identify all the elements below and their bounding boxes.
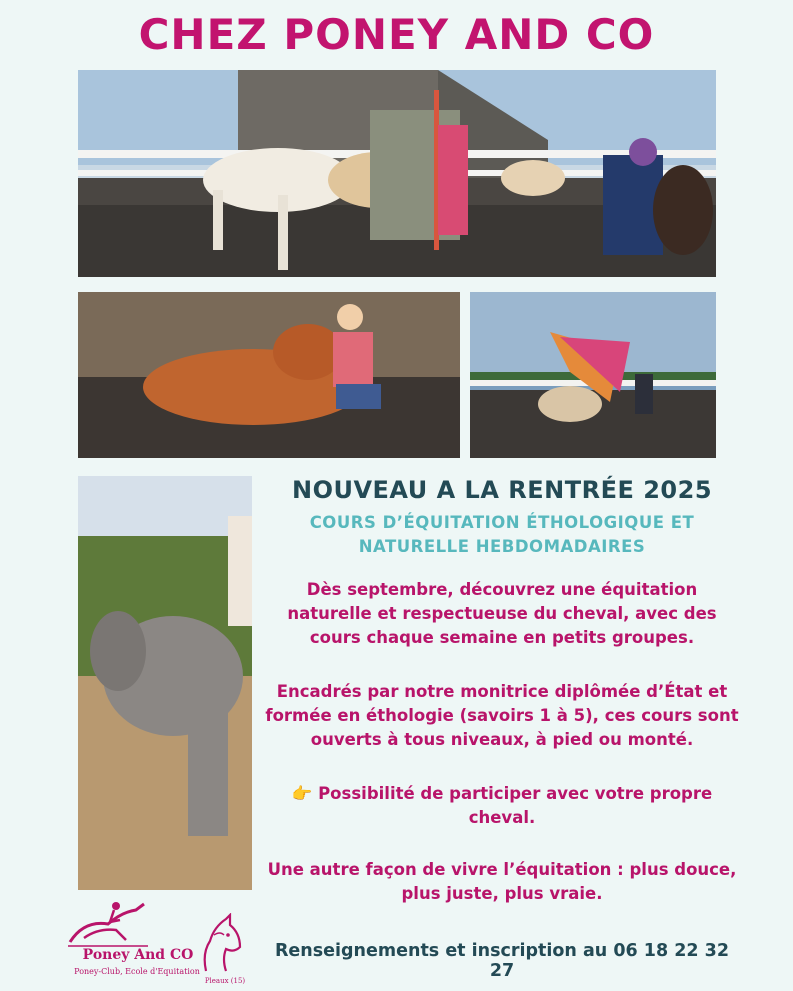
club-logo-tagline: Poney-Club, Ecole d'Equitation	[74, 967, 200, 976]
photo-grey-horse	[78, 476, 252, 890]
poster-title: CHEZ PONEY AND CO	[138, 10, 655, 59]
location-label: Pleaux (15)	[204, 977, 246, 985]
subheadline	[262, 511, 742, 559]
paragraph-line: ouverts à tous niveaux, à pied ou monté.	[310, 730, 694, 749]
paragraph-line	[262, 782, 742, 806]
photo-pony-ribbons	[470, 292, 716, 458]
paragraph-instructor	[262, 680, 742, 752]
paragraph-text: Possibilité de participer avec votre propre	[318, 784, 713, 803]
paragraph-line: formée en éthologie (savoirs 1 à 5), ces cours sont	[265, 706, 739, 725]
rider-jumping-logo-icon	[64, 898, 152, 950]
paragraph-intro	[262, 578, 742, 650]
paragraph-own-horse	[262, 782, 742, 830]
paragraph-line: Dès septembre, découvrez une équitation	[306, 580, 698, 599]
paragraph-line: cours chaque semaine en petits groupes.	[309, 628, 695, 647]
paragraph-line: cheval.	[468, 808, 536, 827]
club-logo-name: Poney And CO	[82, 947, 194, 963]
horse-head-logo-icon	[196, 913, 246, 975]
subheadline-line: NATURELLE HEBDOMADAIRES	[358, 537, 646, 556]
photo-girl-lying-pony	[78, 292, 460, 458]
paragraph-line: naturelle et respectueuse du cheval, avec des	[287, 604, 717, 623]
paragraph-line: Une autre façon de vivre l’équitation : plus douce,	[267, 860, 737, 879]
paragraph-closing	[262, 858, 742, 906]
paragraph-line: plus juste, plus vraie.	[401, 884, 603, 903]
paragraph-line: Encadrés par notre monitrice diplômée d’État et	[276, 682, 728, 701]
contact-line: Renseignements et inscription au 06 18 22 32 27	[274, 941, 730, 981]
photo-ponies-arena	[78, 70, 716, 277]
headline: NOUVEAU A LA RENTRÉE 2025	[291, 476, 713, 504]
pointing-hand-icon: 👉	[291, 784, 313, 803]
subheadline-line: COURS D’ÉQUITATION ÉTHOLOGIQUE ET	[309, 513, 695, 532]
